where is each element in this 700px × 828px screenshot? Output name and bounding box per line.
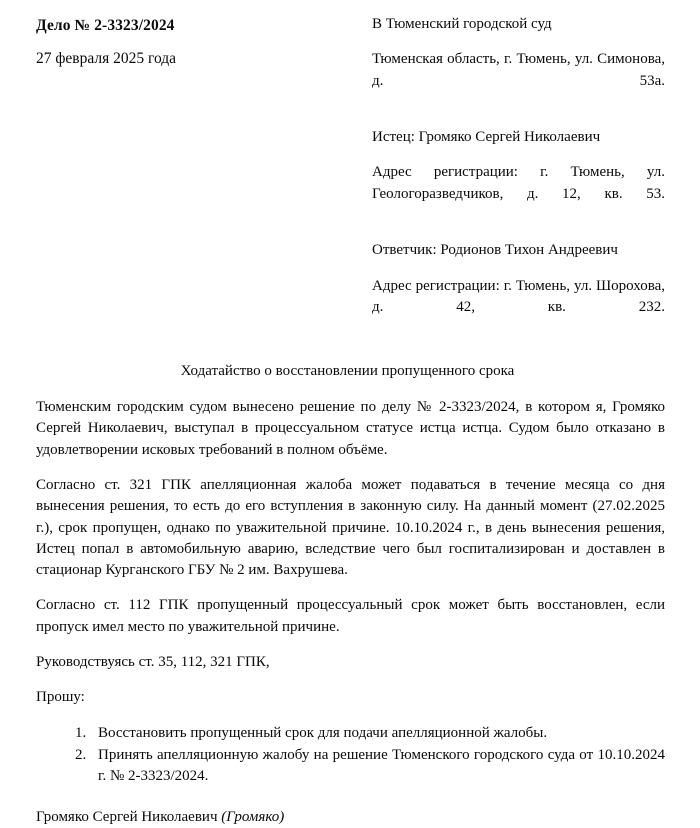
paragraph-request-intro: Прошу: xyxy=(36,689,85,706)
header-right-column xyxy=(372,14,665,340)
court-address: Тюменская область, г. Тюмень, ул. Симонова, д. 53а. xyxy=(372,51,665,89)
paragraph-decision-summary: Тюменским городским судом вынесено решение по делу № 2-3323/2024, в котором я, Громяко Сергей Николаевич, выступал в процессуальном статусе истца истца. Судом было отказано в удовлетворении исковых требований в полном объёме. xyxy=(36,399,665,458)
case-number: Дело № 2-3323/2024 xyxy=(36,17,175,34)
signature-transcript: (Громяко) xyxy=(221,808,285,825)
page-title: Ходатайство о восстановлении пропущенного срока xyxy=(180,362,515,379)
document-date: 27 февраля 2025 года xyxy=(36,50,177,68)
defendant-address: Адрес регистрации: г. Тюмень, ул. Шорохова, д. 42, кв. 232. xyxy=(372,277,665,315)
document-body xyxy=(36,397,665,828)
signature-name: Громяко Сергей Николаевич xyxy=(36,808,218,825)
plaintiff-name: Истец: Громяко Сергей Николаевич xyxy=(372,129,601,146)
paragraph-legal-basis: Руководствуясь ст. 35, 112, 321 ГПК, xyxy=(36,654,270,671)
defendant-name: Ответчик: Родионов Тихон Андреевич xyxy=(372,242,618,259)
paragraph-article-112: Согласно ст. 112 ГПК пропущенный процессуальный срок может быть восстановлен, если пропуск имел место по уважительной причине. xyxy=(36,597,665,635)
list-item: 1. Восстановить пропущенный срок для подачи апелляционной жалобы. xyxy=(90,723,665,744)
document-header xyxy=(36,14,665,340)
list-item: 2. Принять апелляционную жалобу на решение Тюменского городского суда от 10.10.2024 г. № 2-3323/2024. xyxy=(90,745,665,788)
plaintiff-address: Адрес регистрации: г. Тюмень, ул. Геологоразведчиков, д. 12, кв. 53. xyxy=(372,164,665,202)
header-left-column xyxy=(36,14,336,69)
court-name: В Тюменский городской суд xyxy=(372,16,552,32)
signature-line xyxy=(36,807,665,828)
claims-list xyxy=(36,723,665,788)
paragraph-article-321: Согласно ст. 321 ГПК апелляционная жалоба может подаваться в течение месяца со дня вынесения решения, то есть до его вступления в законную силу. На данный момент (27.02.2025 г.), срок пропущен, однако по уважительной причине. 10.10.2024 г., в день вынесения решения, Истец попал в автомобильную аварию, вследствие чего был госпитализирован и доставлен в стационар Курганского ГБУ № 2 им. Вахрушева. xyxy=(36,476,665,579)
